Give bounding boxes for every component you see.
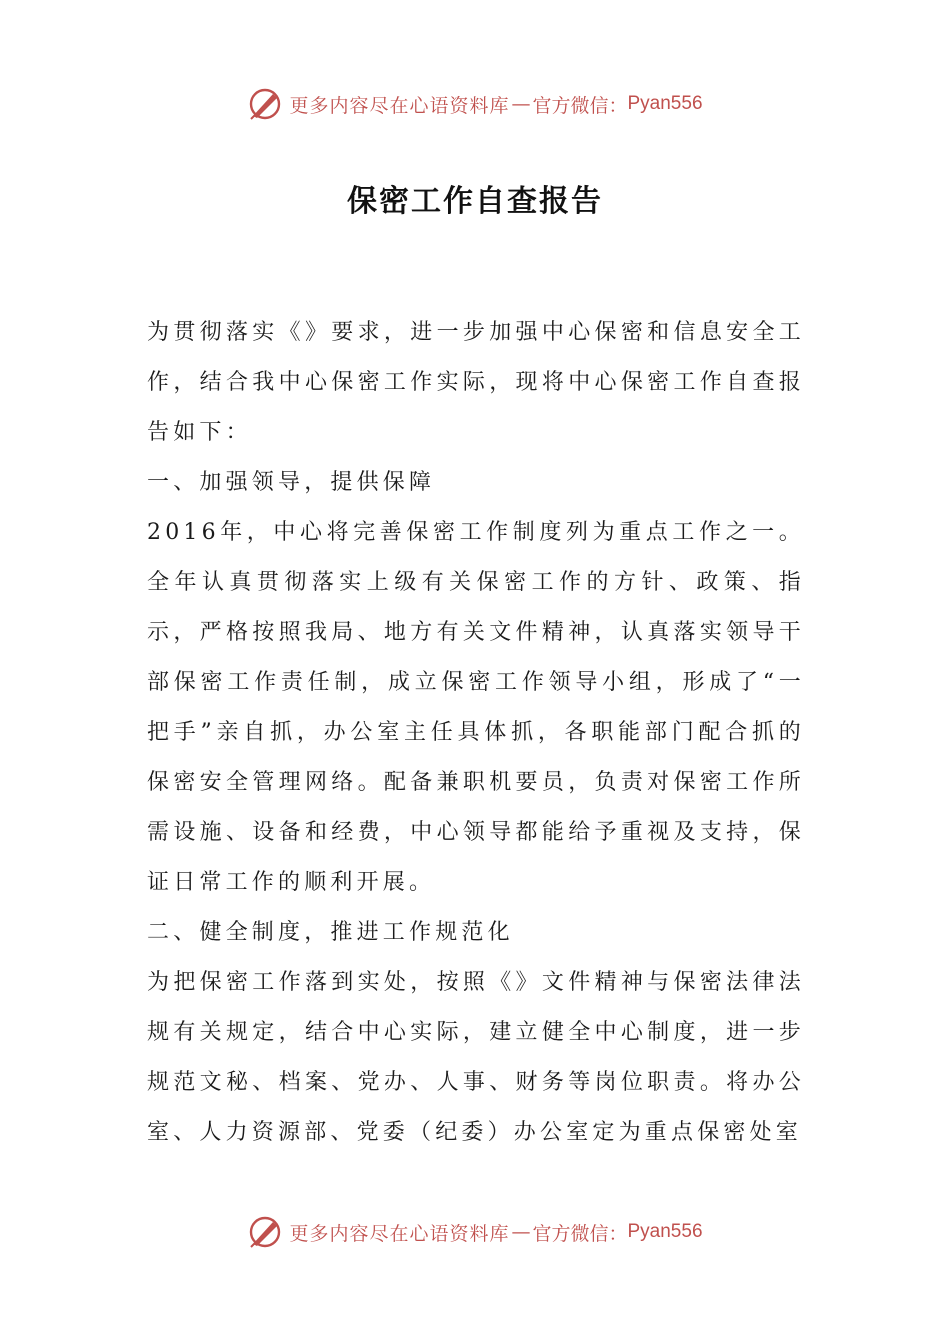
- pen-logo-icon: [247, 86, 283, 122]
- section-heading: 二、健全制度，推进工作规范化: [147, 920, 514, 945]
- document-title: 保密工作自查报告: [347, 184, 603, 219]
- banner-wechat-id: Pyan556: [627, 1221, 703, 1242]
- banner-dash: —: [511, 93, 531, 115]
- banner-wechat-id: Pyan556: [627, 93, 703, 114]
- banner-dash: —: [511, 1221, 531, 1243]
- banner-text: 更多内容尽在心语资料库: [289, 1222, 510, 1245]
- document-body: [147, 308, 805, 1158]
- banner-wechat-label: 官方微信：: [532, 1222, 628, 1245]
- paragraph: 为贯彻落实《》要求，进一步加强中心保密和信息安全工作，结合我中心保密工作实际，现将中心保密工作自查报告如下：: [147, 320, 805, 445]
- paragraph: 为把保密工作落到实处，按照《》文件精神与保密法律法规有关规定，结合中心实际，建立健全中心制度，进一步规范文秘、档案、党办、人事、财务等岗位职责。将办公室、人力资源部、党委（纪委）办公室定为重点保密处室: [147, 970, 805, 1145]
- footer-watermark-banner: [0, 1212, 950, 1252]
- section-heading: 一、加强领导，提供保障: [147, 470, 436, 495]
- banner-text: 更多内容尽在心语资料库: [289, 94, 510, 117]
- header-watermark-banner: [0, 84, 950, 124]
- pen-logo-icon: [247, 1214, 283, 1250]
- banner-wechat-label: 官方微信：: [532, 94, 628, 117]
- paragraph: 2016年，中心将完善保密工作制度列为重点工作之一。全年认真贯彻落实上级有关保密工作的方针、政策、指示，严格按照我局、地方有关文件精神，认真落实领导干部保密工作责任制，成立保密工作领导小组，形成了“一把手”亲自抓，办公室主任具体抓，各职能部门配合抓的保密安全管理网络。配备兼职机要员，负责对保密工作所需设施、设备和经费，中心领导都能给予重视及支持，保证日常工作的顺利开展。: [147, 520, 805, 895]
